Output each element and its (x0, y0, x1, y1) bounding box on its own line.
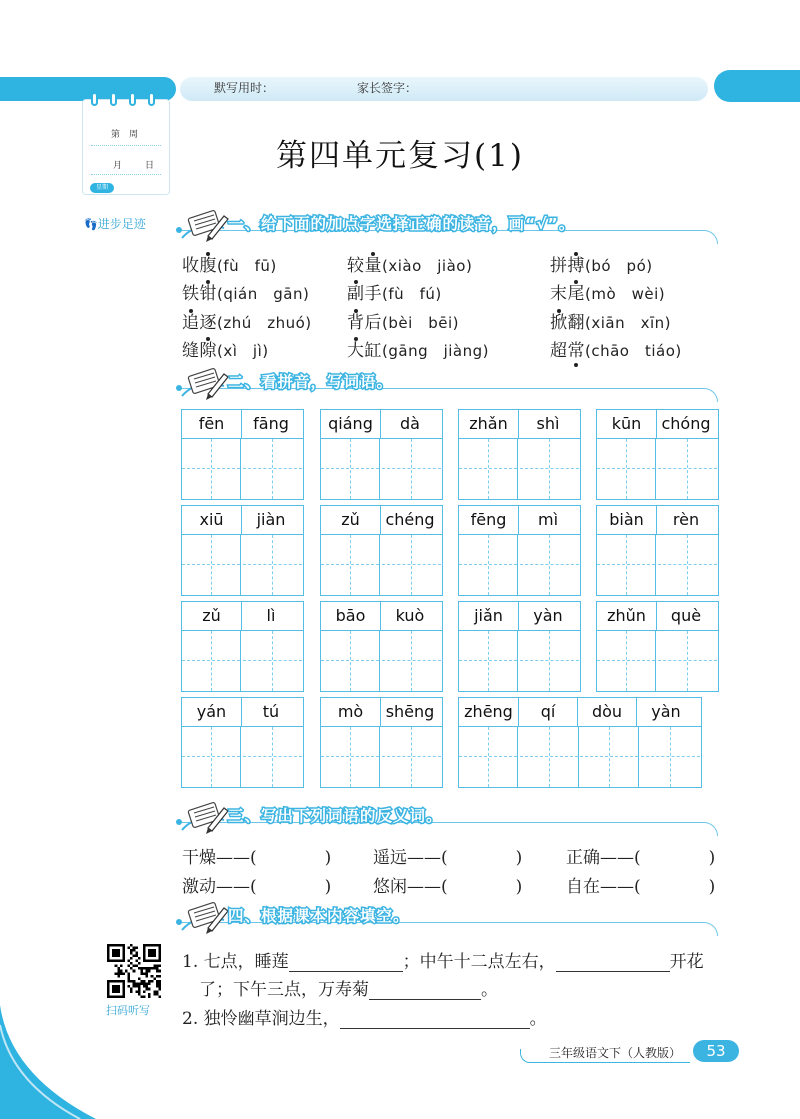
pronunciation-item: 铁钳(qián gān) (182, 284, 310, 304)
writing-box[interactable] (182, 535, 241, 595)
pinyin-label: zhēng (464, 702, 513, 721)
writing-box[interactable] (459, 727, 518, 787)
writing-box[interactable] (520, 535, 579, 595)
pinyin-label: chéng (380, 506, 439, 534)
pinyin-label: mì (518, 506, 577, 534)
pinyin-label: zǔ (202, 606, 221, 625)
pencil-icon (178, 900, 230, 934)
section-4-title: 四、根据课本内容填空。 (228, 907, 410, 925)
weekday-badge: 星期 (90, 183, 114, 193)
pinyin-label: qiáng (328, 414, 373, 433)
word-grid-group (181, 409, 304, 500)
pinyin-label: kūn (611, 414, 642, 433)
writing-box[interactable] (580, 727, 639, 787)
dictation-time-label: 默写用时： (214, 81, 275, 95)
writing-box[interactable] (243, 727, 302, 787)
antonym-item[interactable]: 自在——( ) (566, 877, 716, 897)
pronunciation-item: 收腹(fù fū) (182, 256, 277, 276)
pinyin-row (597, 505, 718, 535)
word-grid-group (458, 505, 581, 596)
antonym-item[interactable]: 干燥——( ) (182, 848, 332, 868)
section-2-title: 二、看拼音，写词语。 (228, 373, 394, 391)
pinyin-label: kuò (380, 602, 439, 630)
word-grid-group (596, 505, 719, 596)
section-4-header (178, 900, 718, 936)
antonym-item[interactable]: 正确——( ) (566, 848, 716, 868)
pinyin-label: dà (380, 410, 439, 438)
page-number: 53 (693, 1040, 739, 1062)
pinyin-label: xiū (199, 510, 224, 529)
pinyin-row (321, 697, 442, 727)
writing-box[interactable] (182, 727, 241, 787)
writing-box[interactable] (382, 631, 441, 691)
pinyin-row (182, 601, 303, 631)
pinyin-row (459, 601, 580, 631)
pinyin-label: yán (196, 702, 227, 721)
ring-icon (148, 92, 155, 106)
pinyin-label: yàn (518, 602, 577, 630)
pinyin-label: bāo (335, 606, 366, 625)
pronunciation-item: 追逐(zhú zhuó) (182, 313, 312, 333)
writing-box[interactable] (182, 439, 241, 499)
writing-box[interactable] (520, 727, 579, 787)
answer-blank[interactable] (289, 954, 403, 972)
pinyin-row (321, 505, 442, 535)
scan-label: 扫码听写 (106, 1004, 150, 1017)
writing-box[interactable] (459, 439, 518, 499)
writing-box[interactable] (658, 439, 717, 499)
section-1-header (178, 208, 718, 244)
answer-blank[interactable] (340, 1011, 530, 1029)
writing-box[interactable] (382, 439, 441, 499)
pronunciation-item: 缝隙(xì jì) (182, 341, 269, 361)
pinyin-label: mò (337, 702, 364, 721)
pinyin-label: shēng (380, 698, 439, 726)
section-1-title: 一、给下面的加点字选择正确的读音，画“√”。 (228, 215, 576, 233)
writing-box[interactable] (641, 727, 700, 787)
writing-box[interactable] (382, 535, 441, 595)
pinyin-label: rèn (656, 506, 715, 534)
pinyin-label: zhǎn (469, 414, 508, 433)
section-3-title: 三、写出下列词语的反义词。 (228, 807, 443, 825)
ring-icon (91, 92, 98, 106)
month-label: 月 (113, 161, 123, 171)
word-grid-group (596, 601, 719, 692)
pencil-icon (178, 208, 230, 242)
parent-signature-label: 家长签字： (357, 81, 418, 95)
pinyin-row (182, 697, 303, 727)
writing-box[interactable] (321, 727, 380, 787)
writing-box[interactable] (597, 439, 656, 499)
pinyin-label: chóng (656, 410, 715, 438)
pronunciation-item: 大缸(gāng jiàng) (347, 341, 490, 361)
progress-text: 进步足迹 (97, 217, 146, 231)
fill-line-3: 2. 独怜幽草涧边生， 。 (182, 1009, 547, 1029)
day-label: 日 (145, 161, 155, 171)
writing-box[interactable] (182, 631, 241, 691)
word-grid-group (320, 601, 443, 692)
pronunciation-item: 较量(xiào jiào) (347, 256, 473, 276)
ring-icon (110, 92, 117, 106)
word-grid-group (181, 601, 304, 692)
writing-box[interactable] (520, 631, 579, 691)
word-grid-group (320, 697, 443, 788)
pinyin-label: què (656, 602, 715, 630)
pinyin-label: dòu (577, 698, 636, 726)
writing-box[interactable] (243, 631, 302, 691)
pinyin-label: zhǔn (607, 606, 646, 625)
section-3-header (178, 800, 718, 836)
pinyin-label: jiàn (241, 506, 300, 534)
header-bar-right (714, 70, 800, 102)
pronunciation-item: 拼搏(bó pó) (550, 256, 653, 276)
pinyin-label: lì (241, 602, 300, 630)
fill-line-1: 1. 七点，睡莲 ；中午十二点左右， 开花 (182, 952, 704, 972)
writing-box[interactable] (321, 631, 380, 691)
fill-line-2: 了；下午三点，万寿菊 。 (199, 980, 498, 1000)
section-2-header (178, 366, 718, 402)
book-label: 三年级语文下（人教版） (549, 1046, 682, 1060)
word-grid-group (181, 697, 304, 788)
pinyin-label: fēng (470, 510, 507, 529)
writing-box[interactable] (459, 631, 518, 691)
writing-box[interactable] (658, 535, 717, 595)
pencil-icon (178, 366, 230, 400)
word-grid-group (320, 409, 443, 500)
word-grid-group (458, 697, 702, 788)
pinyin-label: qí (518, 698, 577, 726)
writing-box[interactable] (382, 727, 441, 787)
pinyin-label: jiǎn (474, 606, 503, 625)
writing-box[interactable] (597, 535, 656, 595)
pinyin-label: zǔ (341, 510, 360, 529)
pinyin-row (459, 697, 701, 727)
qr-code-icon[interactable] (107, 944, 161, 998)
word-grid-group (458, 601, 581, 692)
ring-icon (129, 92, 136, 106)
page-title: 第四单元复习(1) (276, 138, 524, 174)
writing-box[interactable] (321, 535, 380, 595)
pinyin-row (182, 409, 303, 439)
writing-box[interactable] (243, 535, 302, 595)
pinyin-row (182, 505, 303, 535)
pinyin-row (459, 505, 580, 535)
pronunciation-item: 掀翻(xiān xīn) (550, 313, 671, 333)
writing-box[interactable] (459, 535, 518, 595)
pinyin-label: biàn (609, 510, 644, 529)
pronunciation-item: 末尾(mò wèi) (550, 284, 666, 304)
corner-decoration (0, 1005, 96, 1119)
pronunciation-item: 超常(chāo tiáo) (550, 341, 682, 361)
week-label: 第 周 (111, 130, 139, 140)
antonym-item[interactable]: 遥远——( ) (373, 848, 523, 868)
pinyin-row (321, 601, 442, 631)
answer-blank[interactable] (369, 982, 481, 1000)
writing-box[interactable] (243, 439, 302, 499)
pinyin-row (597, 409, 718, 439)
pronunciation-item: 背后(bèi bēi) (347, 313, 460, 333)
pinyin-row (321, 409, 442, 439)
pinyin-row (459, 409, 580, 439)
writing-box[interactable] (520, 439, 579, 499)
writing-box[interactable] (321, 439, 380, 499)
word-grid-group (458, 409, 581, 500)
pinyin-label: shì (518, 410, 577, 438)
writing-box[interactable] (597, 631, 656, 691)
writing-box[interactable] (658, 631, 717, 691)
antonym-item[interactable]: 悠闲——( ) (373, 877, 523, 897)
pinyin-label: tú (241, 698, 300, 726)
word-grid-group (320, 505, 443, 596)
word-grid-group (181, 505, 304, 596)
footprints-icon: 👣 (84, 218, 98, 231)
pencil-icon (178, 800, 230, 834)
word-grid-group (596, 409, 719, 500)
pinyin-label: fēn (198, 414, 225, 433)
answer-blank[interactable] (556, 954, 670, 972)
antonym-item[interactable]: 激动——( ) (182, 877, 332, 897)
pinyin-label: fāng (241, 410, 300, 438)
pinyin-label: yàn (636, 698, 695, 726)
progress-label (84, 215, 146, 232)
pronunciation-item: 副手(fù fú) (347, 284, 442, 304)
pinyin-row (597, 601, 718, 631)
